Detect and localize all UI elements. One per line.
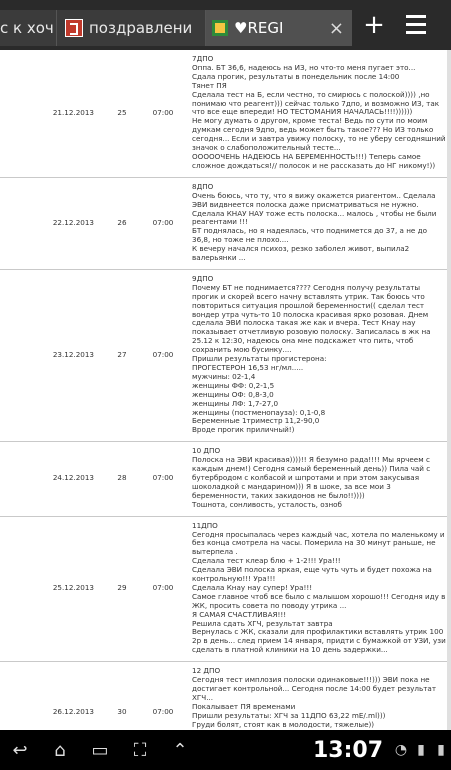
table-row: [0, 269, 451, 441]
row-text: Сегодня тест имплозия полоски одинаковые!!!))) ЭВИ пока не достигает контрольной... Сегодня после 14:00 будет результат ХГЧ... Покалывает ПЯ временами Пришли результаты: ХГЧ за 11ДПО 63,22 mE/.ml))) Груди болят, стоят как в молодости, тяжелые)): [192, 675, 437, 729]
row-dpo: 9ДПО: [192, 273, 214, 283]
browser-menu-icon[interactable]: [396, 0, 436, 50]
table-row: [0, 662, 451, 730]
row-dpo: 7ДПО: [192, 54, 214, 63]
row-cycle-day: 25: [102, 50, 142, 177]
row-dpo: 8ДПО: [192, 181, 214, 191]
row-time: 07:00: [142, 177, 184, 269]
tab-2[interactable]: [57, 10, 206, 46]
cycle-table: [0, 50, 451, 730]
row-note: [184, 442, 451, 516]
system-nav-bar: [0, 730, 451, 770]
page-content[interactable]: [0, 50, 451, 730]
row-note: [184, 516, 451, 662]
row-date: 21.12.2013: [0, 50, 102, 177]
scrollbar[interactable]: [447, 50, 451, 730]
row-time: 07:00: [142, 516, 184, 662]
signal-icon: ▮: [417, 742, 425, 758]
table-row: [0, 516, 451, 662]
row-note: [184, 662, 451, 730]
recent-apps-icon[interactable]: ▭: [91, 739, 109, 761]
screenshot-icon[interactable]: ⛶: [133, 739, 147, 761]
row-dpo: 11ДПО: [192, 520, 218, 530]
browser-tab-bar: [0, 0, 451, 50]
row-text: Сегодня просыпалась через каждый час, хотела по маленькому и без конца смотрела на часы. Померила на 30 минут раньше, не вытерпела . Сделала тест клеар блю + 1-2!!! Ура!!! Сделала ЭВИ полоска яркая, еще чуть чуть и будет похожа на контрольную!!! Ура!!! Сделала Кнау нау супер! Ура!!! Самое главное чтоб все было с малышом хорошо!!! Сегодня иду в ЖК, просить совета по поводу утрика ... Я САМАЯ СЧАСТЛИВАЯ!!! Решила сдать ХГЧ, результат завтра Вернулась с ЖК, сказали для профилактики вставлять утрик 100 2р в день... след прием 14 января, придти с бумажкой от УЗИ, узи сделать в платной клиники на 10 день задержки...: [192, 529, 446, 655]
battery-icon: ▮: [437, 742, 445, 758]
row-note: [184, 50, 451, 177]
tab-3-active[interactable]: [206, 10, 352, 46]
row-note: [184, 269, 451, 441]
row-date: 22.12.2013: [0, 177, 102, 269]
row-cycle-day: 27: [102, 269, 142, 441]
tab-1-title: с к хоч: [0, 19, 54, 37]
row-dpo: 10 ДПО: [192, 446, 221, 456]
row-cycle-day: 30: [102, 662, 142, 730]
row-note: [184, 177, 451, 269]
row-cycle-day: 26: [102, 177, 142, 269]
document-favicon-icon: [65, 19, 83, 37]
row-date: 24.12.2013: [0, 442, 102, 516]
table-row: [0, 50, 451, 177]
row-date: 25.12.2013: [0, 516, 102, 662]
row-time: 07:00: [142, 442, 184, 516]
row-date: 23.12.2013: [0, 269, 102, 441]
table-row: [0, 177, 451, 269]
tab-1[interactable]: [0, 10, 57, 46]
row-dpo: 12 ДПО: [192, 666, 221, 676]
back-icon[interactable]: ↩: [12, 739, 28, 761]
tab-3-title: ♥REGI: [234, 19, 284, 37]
row-time: 07:00: [142, 50, 184, 177]
row-cycle-day: 29: [102, 516, 142, 662]
expand-icon[interactable]: ⌃: [172, 739, 188, 761]
tab-2-title: поздравлени: [89, 19, 193, 37]
row-text: Очень боюсь, что ту, что я вижу окажется риагентом.. Сделала ЭВИ видвнеется полоска даже присматриваться не нужно. Сделала КНАУ НАУ тоже есть полоска... малось , чтобы не были реагентами !!! БТ поднялась, но я надеялась, что поднимется до 37, а не до 36,8, но тоже не плохо.... К вечеру начался психоз, резко заболел живот, выпила2 валерьянки ...: [192, 190, 437, 263]
row-time: 07:00: [142, 662, 184, 730]
table-row: [0, 442, 451, 516]
row-time: 07:00: [142, 269, 184, 441]
site-favicon-icon: [212, 20, 228, 36]
home-icon[interactable]: ⌂: [54, 739, 66, 761]
new-tab-button[interactable]: +: [363, 10, 385, 40]
row-text: Полоска на ЭВИ красивая))))!! Я безумно рада!!!! Мы ярчеем с каждым днем!) Сегодня самый беременный день)) Пила чай с бутербродом с колбасой и шпротами и при этом закусывая шоколадкой с мандарином))) Я в шоке, за все мои 3 беременности, таких закидонов не было!!)))) Тошнота, сонливость, усталость, озноб: [192, 455, 431, 509]
row-date: 26.12.2013: [0, 662, 102, 730]
close-tab-icon[interactable]: ×: [328, 17, 344, 39]
row-text: Почему БТ не поднимается???? Сегодня получу результаты прогик и скорей всего начну вставлять утрик. Так боюсь что повториться ситуация прошлой беременности(( сделал тест вондер утра чуть-то 10 полоска красивая ярко розовая. Днем сделала ЭВИ полоска такая же как и вчера. Тест Кнау нау показывает отчетливую розовую полоску. Записалась в жк на 25.12 к 12:30, надеюсь она мне подскажет что пить, чтоб сохранить мою бусинку.... Пришли результаты прогистерона: ПРОГЕСТЕРОН 16,53 нг/мл..... мужчины: 02-1,4 женщины ФФ: 0,2-1,5 женщины ОФ: 0,8-3,0 женщины ЛФ: 1,7-27,0 женщины (постменопауза): 0,1-0,8 Беременные 1триместр 11,2-90,0 Вроде прогик приличный!): [192, 282, 431, 435]
row-cycle-day: 28: [102, 442, 142, 516]
row-text: Оппа. БТ 36,6, надеюсь на ИЗ, но что-то меня пугает это... Сдала прогик, результаты в понедельник после 14:00 Тянет ПЯ Сделала тест на Б, если честно, то смирюсь с полоской)))) ,но понимаю что реагент))) сейчас только 7дпо, и возможно ИЗ, так что все еще впереди! НО ТЕСТОМАНИЯ НАЧАЛАСЬ!!!!)))))) Не могу думать о другом, кроме теста! Ведь по сути по моим думкам сегодня 9дпо, ведь может быть такое??? Но ИЗ только сегодня... Если и завтра увижу полоску, то не уберу сегодняшний значок о слабоположительный тесте... ОООООЧЕНЬ НАДЕЮСЬ НА БЕРЕМЕННОСТЬ!!!) Теперь самое сложное дождаться!// полосок и не рассказать до НГ никому!)): [192, 62, 446, 170]
clock: 13:07: [312, 737, 383, 763]
wifi-icon: ◔: [394, 742, 408, 758]
